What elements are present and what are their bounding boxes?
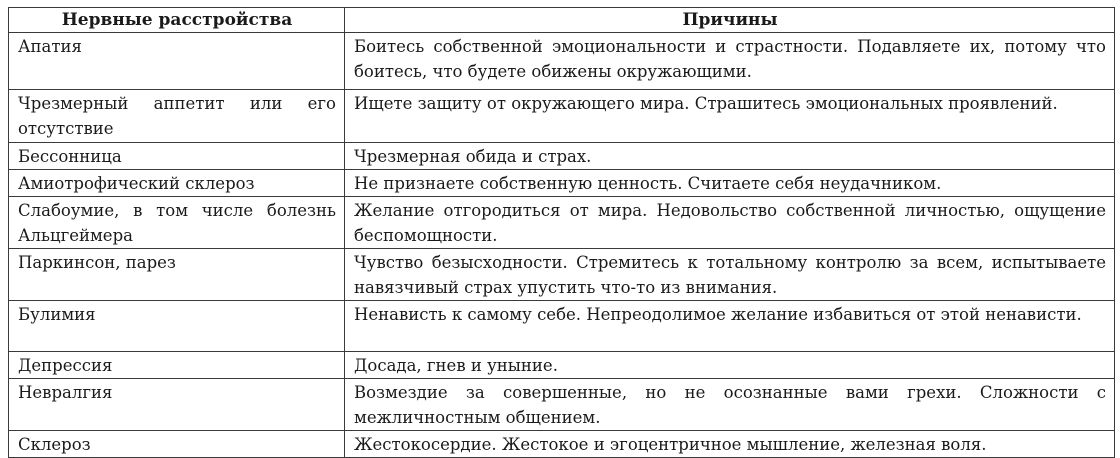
cause-cell: Ненависть к самому себе. Непреодолимое желание избавиться от этой ненависти. (345, 301, 1115, 352)
cause-cell: Возмездие за совершенные, но не осознанные вами грехи. Сложности с межличностным общением. (345, 379, 1115, 431)
cause-cell: Чрезмерная обида и страх. (345, 143, 1115, 170)
cause-cell: Жестокосердие. Жестокое и эгоцентричное мышление, железная воля. (345, 431, 1115, 458)
disorder-cell: Бессонница (9, 143, 345, 170)
table-row (9, 352, 1115, 379)
disorders-causes-table (8, 7, 1115, 458)
cause-cell: Боитесь собственной эмоциональности и страстности. Подавляете их, потому что боитесь, что будете обижены окружающими. (345, 33, 1115, 90)
disorder-cell: Невралгия (9, 379, 345, 431)
table-row (9, 249, 1115, 301)
table-row (9, 170, 1115, 197)
cause-cell: Досада, гнев и уныние. (345, 352, 1115, 379)
table-row (9, 379, 1115, 431)
table-row (9, 90, 1115, 143)
cause-cell: Ищете защиту от окружающего мира. Страшитесь эмоциональных проявлений. (345, 90, 1115, 143)
table-row (9, 33, 1115, 90)
cause-cell: Желание отгородиться от мира. Недовольство собственной личностью, ощущение беспомощности. (345, 197, 1115, 249)
disorder-cell: Склероз (9, 431, 345, 458)
cause-cell: Не признаете собственную ценность. Считаете себя неудачником. (345, 170, 1115, 197)
header-disorders: Нервные расстройства (9, 8, 345, 33)
table-header-row (9, 8, 1115, 33)
disorder-cell: Апатия (9, 33, 345, 90)
disorder-cell: Булимия (9, 301, 345, 352)
table-row (9, 431, 1115, 458)
header-causes: Причины (345, 8, 1115, 33)
cause-cell: Чувство безысходности. Стремитесь к тотальному контролю за всем, испытываете навязчивый страх упустить что-то из внимания. (345, 249, 1115, 301)
disorder-cell: Чрезмерный аппетит или его отсутствие (9, 90, 345, 143)
table-row (9, 143, 1115, 170)
disorder-cell: Паркинсон, парез (9, 249, 345, 301)
disorder-cell: Амиотрофический склероз (9, 170, 345, 197)
table-row (9, 197, 1115, 249)
disorder-cell: Депрессия (9, 352, 345, 379)
disorder-cell: Слабоумие, в том числе болезнь Альцгеймера (9, 197, 345, 249)
table-row (9, 301, 1115, 352)
